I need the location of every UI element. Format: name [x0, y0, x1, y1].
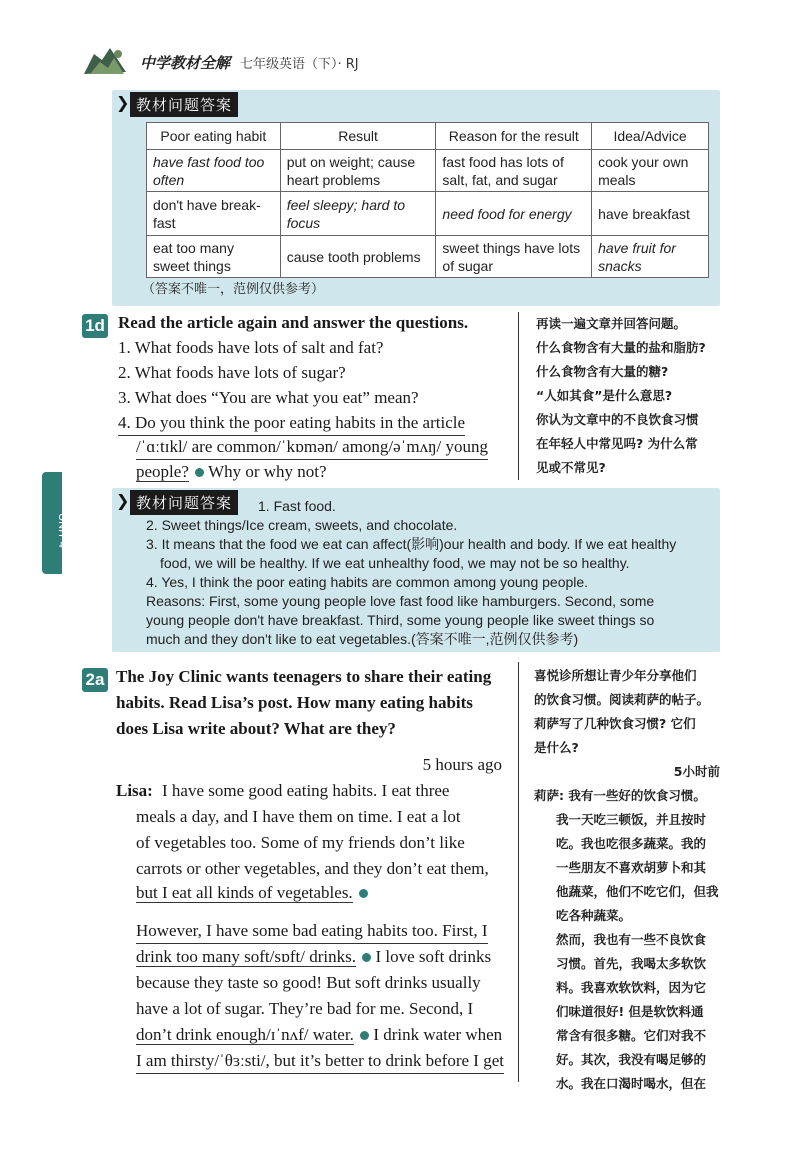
- table-cell: feel sleepy; hard to focus: [280, 192, 436, 236]
- answer-note-1: （答案不唯一，范例仅供参考）: [142, 282, 325, 297]
- answer-3-line-2: food, we will be healthy. If we eat unhealthy food, we may not be so healthy.: [160, 555, 630, 571]
- cn-line: “人如其食”是什么意思?: [536, 388, 673, 403]
- cn-line: 你认为文章中的不良饮食习惯: [536, 412, 699, 427]
- chevron-right-icon: ❯: [116, 491, 130, 510]
- reasons-line-1: Reasons: First, some young people love fast food like hamburgers. Second, some: [146, 593, 655, 609]
- post-p2-rest: I drink water when: [373, 1025, 503, 1044]
- table-cell: eat too many sweet things: [147, 236, 281, 278]
- post-p2-line-6: I am thirsty/ˈθɜːsti/, but it’s better to drink before I get: [136, 1048, 504, 1074]
- post-p2-line-1: However, I have some bad eating habits too. First, I: [136, 918, 488, 944]
- cn-line: 们味道很好! 但是软饮料通: [556, 1004, 704, 1019]
- post-p1-line-1: I have some good eating habits. I eat three: [162, 781, 450, 800]
- table-row: [147, 236, 709, 278]
- reasons-line-3: much and they don't like to eat vegetables.(答案不唯一,范例仅供参考): [146, 631, 579, 647]
- table-cell: don't have break-fast: [147, 192, 281, 236]
- table-cell: fast food has lots of salt, fat, and sugar: [436, 150, 592, 192]
- cn-time: 5小时前: [673, 764, 720, 779]
- table-row: [147, 150, 709, 192]
- post-author: Lisa:: [116, 781, 153, 800]
- question-3: 3. What does “You are what you eat” mean?: [118, 388, 419, 407]
- table-cell: cook your own meals: [592, 150, 709, 192]
- section-2a-heading-line-2: habits. Read Lisa’s post. How many eating habits: [116, 693, 473, 712]
- note-dot-icon: [359, 889, 368, 898]
- eating-habits-table: [146, 122, 709, 278]
- section-marker-1d: 1d: [82, 314, 108, 338]
- cn-line: 的饮食习惯。阅读莉萨的帖子。: [534, 692, 710, 707]
- book-subtitle: 七年级英语（下）· RJ: [240, 57, 359, 72]
- post-p2-line-2: [136, 944, 491, 969]
- book-title: 中学教材全解: [140, 55, 231, 72]
- cn-line: 喜悦诊所想让青少年分享他们: [534, 668, 697, 683]
- cn-line: 什么食物含有大量的糖?: [536, 364, 669, 379]
- reasons-line-2: young people don't have breakfast. Third, some young people like sweet things so: [146, 612, 655, 628]
- table-cell: cause tooth problems: [280, 236, 436, 278]
- cn-line: 莉萨写了几种饮食习惯? 它们: [534, 716, 696, 731]
- table-cell: need food for energy: [436, 192, 592, 236]
- table-header: Idea/Advice: [592, 123, 709, 150]
- cn-line: 什么食物含有大量的盐和脂肪?: [536, 340, 706, 355]
- cn-line: 习惯。首先，我喝太多软饮: [556, 956, 707, 971]
- cn-line: 他蔬菜，他们不吃它们，但我: [556, 884, 719, 899]
- post-p2-soft-drinks: drink too many soft/sɒft/ drinks.: [136, 947, 356, 966]
- cn-line: 在年轻人中常见吗? 为什么常: [536, 436, 698, 451]
- cn-line: 是什么?: [534, 740, 579, 755]
- table-header: Poor eating habit: [147, 123, 281, 150]
- answer-2: 2. Sweet things/Ice cream, sweets, and chocolate.: [146, 517, 458, 533]
- question-2: 2. What foods have lots of sugar?: [118, 363, 346, 382]
- post-p1-line-3: of vegetables too. Some of my friends don’t like: [136, 833, 465, 852]
- cn-line: 吃。我也吃很多蔬菜。我的: [556, 836, 707, 851]
- table-cell: have fruit for snacks: [592, 236, 709, 278]
- cn-line: 一些朋友不喜欢胡萝卜和其: [556, 860, 707, 875]
- note-dot-icon: [195, 468, 204, 477]
- chevron-right-icon: ❯: [116, 93, 130, 112]
- post-p2-line-5: [136, 1022, 502, 1047]
- question-4-line-1: 4. Do you think the poor eating habits in the article: [118, 410, 465, 436]
- answer-1: 1. Fast food.: [258, 498, 336, 514]
- answer-tag-2: 教材问题答案: [130, 490, 238, 515]
- post-time: 5 hours ago: [422, 755, 502, 774]
- answer-3-line-1: 3. It means that the food we eat can affect(影响)our health and body. If we eat healthy: [146, 536, 677, 552]
- post-p1-line-4: carrots or other vegetables, and they don’t eat them,: [136, 859, 489, 878]
- cn-line: 料。我喜欢软饮料，因为它: [556, 980, 707, 995]
- note-dot-icon: [362, 953, 371, 962]
- question-4-why: Why or why not?: [208, 462, 327, 481]
- post-p1-sentence: but I eat all kinds of vegetables.: [136, 883, 353, 902]
- cn-line: 好。其次，我没有喝足够的: [556, 1052, 707, 1067]
- table-cell: sweet things have lots of sugar: [436, 236, 592, 278]
- post-p2-line-4: have a lot of sugar. They’re bad for me. Second, I: [136, 999, 474, 1018]
- post-p1-line-2: meals a day, and I have them on time. I eat a lot: [136, 807, 461, 826]
- table-header: Reason for the result: [436, 123, 592, 150]
- post-p1-line-5: [136, 880, 368, 905]
- question-4-line-2: /ˈɑːtɪkl/ are common/ˈkɒmən/ among/əˈmʌŋ/ young: [136, 434, 488, 460]
- table-cell: have breakfast: [592, 192, 709, 236]
- post-p2-line-3: because they taste so good! But soft drinks usually: [136, 973, 481, 992]
- question-4-line-3: [136, 459, 327, 484]
- section-2a-heading-line-1: The Joy Clinic wants teenagers to share their eating: [116, 667, 492, 686]
- note-dot-icon: [360, 1031, 369, 1040]
- cn-line: 莉萨: 我有一些好的饮食习惯。: [534, 788, 706, 803]
- cn-line: 我一天吃三顿饭，并且按时: [556, 812, 707, 827]
- column-divider: [518, 312, 519, 480]
- cn-line: 见或不常见?: [536, 460, 606, 475]
- cn-line: 再读一遍文章并回答问题。: [536, 316, 687, 331]
- table-row: [147, 192, 709, 236]
- cn-line: 吃各种蔬菜。: [556, 908, 632, 923]
- column-divider: [518, 662, 519, 1082]
- answer-4: 4. Yes, I think the poor eating habits are common among young people.: [146, 574, 589, 590]
- section-marker-2a: 2a: [82, 668, 108, 692]
- cn-line: 然而，我也有一些不良饮食: [556, 932, 707, 947]
- book-logo-icon: [80, 44, 130, 80]
- question-4-people: people?: [136, 462, 189, 481]
- section-1d-heading: Read the article again and answer the questions.: [118, 313, 469, 332]
- section-2a-heading-line-3: does Lisa write about? What are they?: [116, 719, 396, 738]
- table-cell: have fast food too often: [147, 150, 281, 192]
- question-1: 1. What foods have lots of salt and fat?: [118, 338, 384, 357]
- post-p2-water: don’t drink enough/ɪˈnʌf/ water.: [136, 1025, 354, 1044]
- unit-side-tab-label: UNIT 4: [55, 513, 68, 548]
- table-header: Result: [280, 123, 436, 150]
- cn-line: 常含有很多糖。它们对我不: [556, 1028, 707, 1043]
- cn-line: 水。我在口渴时喝水，但在: [556, 1076, 707, 1091]
- table-cell: put on weight; cause heart problems: [280, 150, 436, 192]
- post-p2-rest: I love soft drinks: [375, 947, 492, 966]
- answer-tag-1: 教材问题答案: [130, 92, 238, 117]
- table-header-row: [147, 123, 709, 150]
